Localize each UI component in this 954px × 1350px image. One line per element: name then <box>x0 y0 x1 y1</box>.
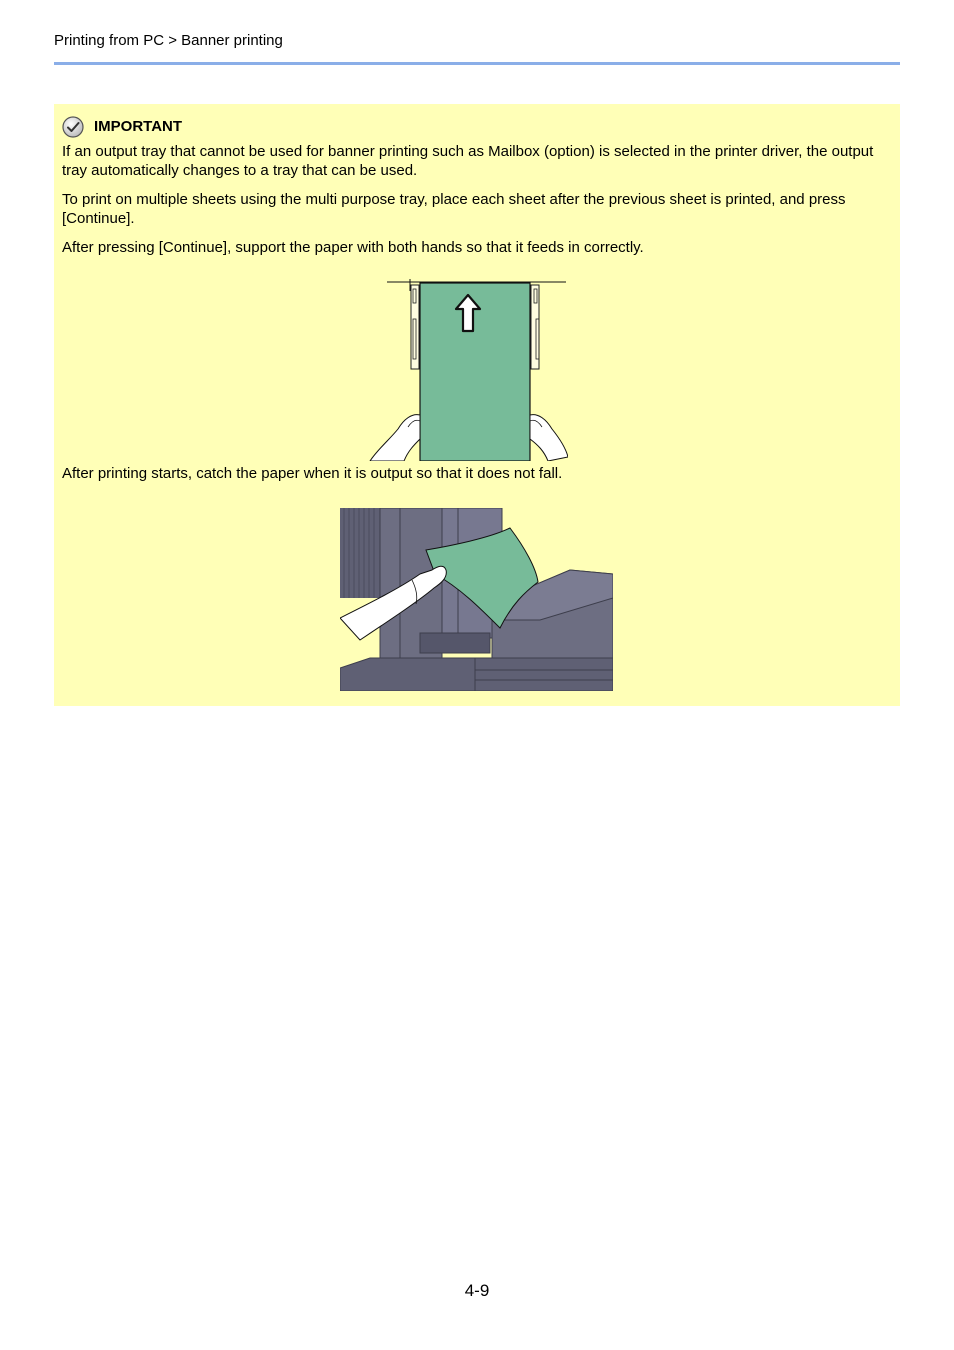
feed-paper-illustration <box>368 279 568 461</box>
page-number: 4-9 <box>464 1281 490 1300</box>
breadcrumb: Printing from PC > Banner printing <box>54 32 283 49</box>
checkmark-circle-icon <box>62 116 84 138</box>
note-paragraph: If an output tray that cannot be used for banner printing such as Mailbox (option) is selected in the printer driver, the output tray automatically changes to a tray that can be used. <box>62 143 874 179</box>
note-title-row <box>62 116 182 138</box>
catch-output-paper-illustration <box>340 508 613 691</box>
note-paragraph: To print on multiple sheets using the multi purpose tray, place each sheet after the previous sheet is printed, and press [Continue]. <box>62 191 846 227</box>
note-title: IMPORTANT <box>94 118 183 135</box>
important-note-box <box>54 104 900 706</box>
note-paragraph: After pressing [Continue], support the paper with both hands so that it feeds in correctly. <box>62 239 644 256</box>
header-divider <box>54 62 900 65</box>
note-paragraph: After printing starts, catch the paper when it is output so that it does not fall. <box>62 465 563 482</box>
